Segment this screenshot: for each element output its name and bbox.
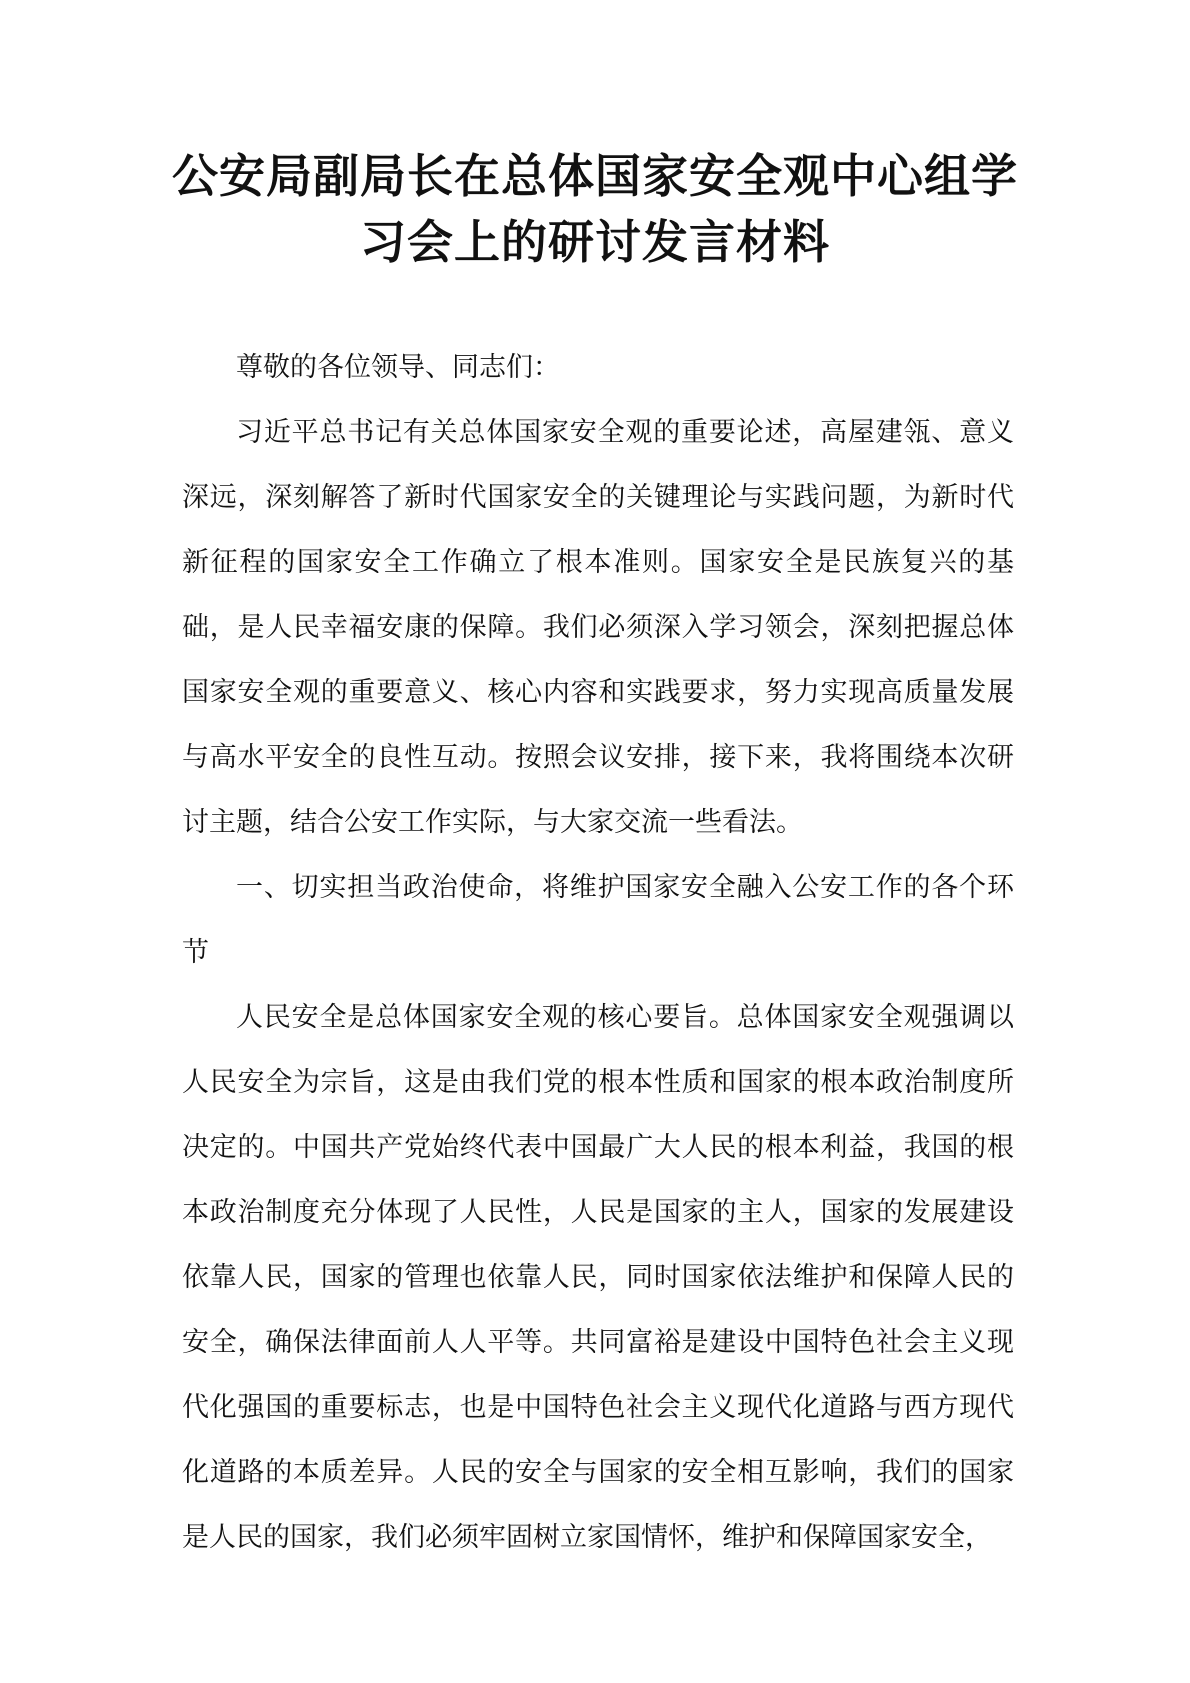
- salutation: 尊敬的各位领导、同志们：: [236, 352, 560, 383]
- paragraph-section-1: 人民安全是总体国家安全观的核心要旨。总体国家安全观强调以人民安全为宗旨，这是由我们党的根本性质和国家的根本政治制度所决定的。中国共产党始终代表中国最广大人民的根本利益，我国的根本政治制度充分体现了人民性，人民是国家的主人，国家的发展建设依靠人民，国家的管理也依靠人民，同时国家依法维护和保障人民的安全，确保法律面前人人平等。共同富裕是建设中国特色社会主义现代化强国的重要标志，也是中国特色社会主义现代化道路与西方现代化道路的本质差异。人民的安全与国家的安全相互影响，我们的国家是人民的国家，我们必须牢固树立家国情怀，维护和保障国家安全，: [182, 1002, 1014, 1553]
- section-heading-1: 一、切实担当政治使命，将维护国家安全融入公安工作的各个环节: [182, 872, 1014, 968]
- document-title-line-2: 习会上的研讨发言材料: [360, 215, 830, 269]
- paragraph-intro: 习近平总书记有关总体国家安全观的重要论述，高屋建瓴、意义深远，深刻解答了新时代国家安全的关键理论与实践问题，为新时代新征程的国家安全工作确立了根本准则。国家安全是民族复兴的基础，是人民幸福安康的保障。我们必须深入学习领会，深刻把握总体国家安全观的重要意义、核心内容和实践要求，努力实现高质量发展与高水平安全的良性互动。按照会议安排，接下来，我将围绕本次研讨主题，结合公安工作实际，与大家交流一些看法。: [182, 417, 1014, 838]
- document-body: [182, 335, 1014, 1570]
- document-title: [150, 143, 1040, 275]
- document-title-line-1: 公安局副局长在总体国家安全观中心组学: [172, 149, 1018, 203]
